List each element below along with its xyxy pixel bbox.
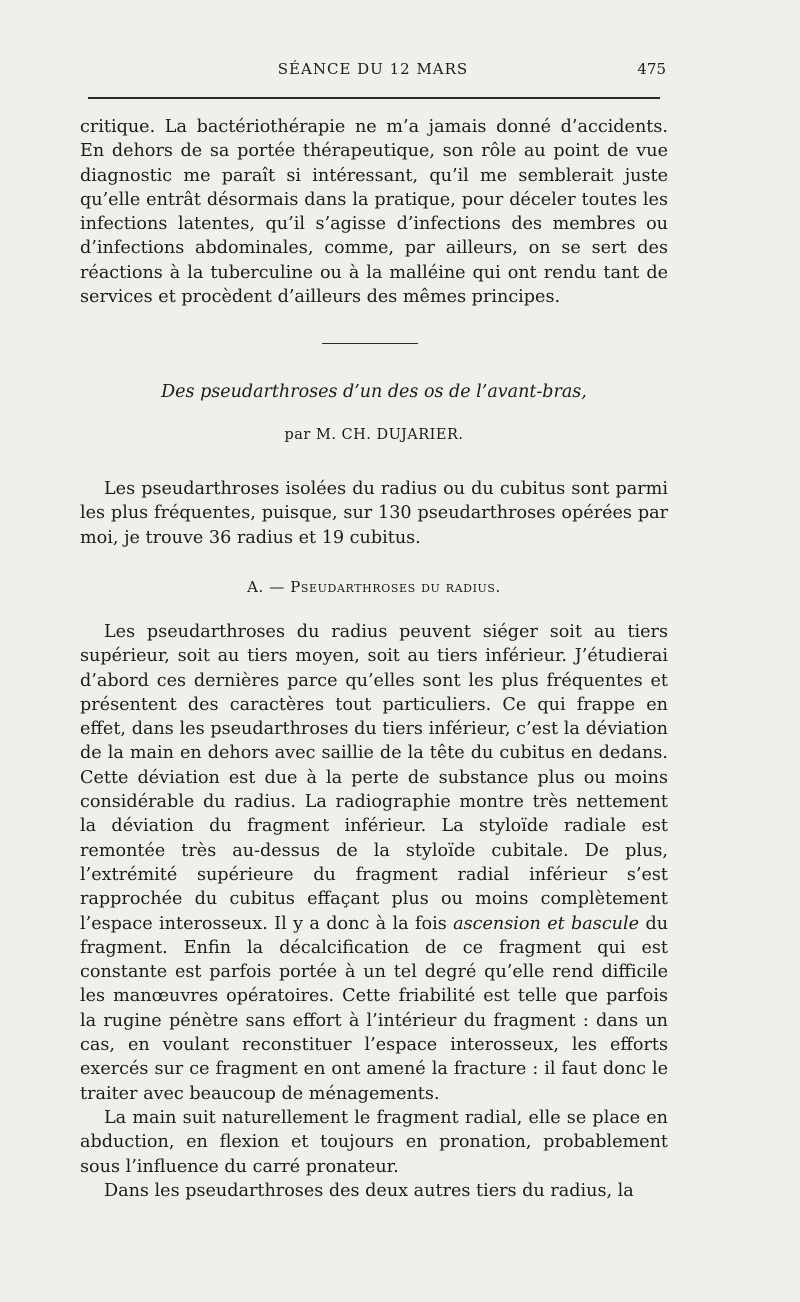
paragraph: Dans les pseudarthroses des deux autres tiers du radius, la: [104, 1180, 634, 1201]
paragraph-text: du fragment. Enfin la décalcification de ce fragment qui est constante est parfois portée à un tel degré qu’elle rend difficile les manœuvres opératoires. Cette friabilité est telle que parfois la rugine pénètre sans effort à l’intérieur du fragment : dans un cas, en voulant reconstituer l’espace interosseux, les efforts exercés sur ce fragment en ont amené la fracture : il faut donc le traiter avec beaucoup de ménagements.: [80, 913, 669, 1104]
article-title: Des pseudarthroses d’un des os de l’avant-bras,: [161, 382, 587, 402]
section-separator: [322, 343, 418, 344]
page-number: 475: [637, 60, 666, 78]
running-header: [80, 60, 666, 84]
paragraph: [80, 620, 668, 1106]
article-body: [80, 620, 668, 1203]
paragraph: Les pseudarthroses isolées du radius ou du cubitus sont parmi les plus fréquentes, puisque, sur 130 pseudarthroses opérées par moi, je trouve 36 radius et 19 cubitus.: [80, 479, 668, 548]
article-intro: [80, 477, 668, 550]
paragraph: critique. La bactériothérapie ne m’a jamais donné d’accidents. En dehors de sa portée thérapeutique, son rôle au point de vue diagnostic me paraît si intéressant, qu’il me semblerait juste qu’elle entrât désormais dans la pratique, pour déceler toutes les infections latentes, qu’il s’agisse d’infections des membres ou d’infections abdominales, comme, par ailleurs, on se sert des réactions à la tuberculine ou à la malléine qui ont rendu tant de services et procèdent d’ailleurs des mêmes principes.: [80, 117, 668, 308]
header-rule: [88, 97, 660, 99]
paragraph: La main suit naturellement le fragment radial, elle se place en abduction, en flexion et toujours en pronation, probablement sous l’influence du carré pronateur.: [80, 1107, 668, 1177]
emphasis-text: ascension et bascule: [453, 913, 640, 934]
paragraph-text: Les pseudarthroses du radius peuvent siéger soit au tiers supérieur, soit au tiers moyen, soit au tiers inférieur. J’étudierai d’abord ces dernières parce qu’elles sont les plus fréquentes et présentent des caractères tout particuliers. Ce qui frappe en effet, dans les pseudarthroses du tiers inférieur, c’est la déviation de la main en dehors avec saillie de la tête du cubitus en dedans. Cette déviation est due à la perte de substance plus ou moins considérable du radius. La radiographie montre très nettement la déviation du fragment inférieur. La styloïde radiale est remontée très au-dessus de la styloïde cubitale. De plus, l’extrémité supérieure du fragment radial inférieur s’est rapprochée du cubitus effaçant plus ou moins complètement l’espace interosseux. Il y a donc à la fois: [80, 622, 668, 934]
running-title: SÉANCE DU 12 MARS: [277, 60, 469, 78]
previous-article-ending: [80, 115, 668, 309]
article-author: par M. CH. DUJARIER.: [284, 427, 464, 443]
section-heading: A. — Pseudarthroses du radius.: [247, 578, 501, 596]
